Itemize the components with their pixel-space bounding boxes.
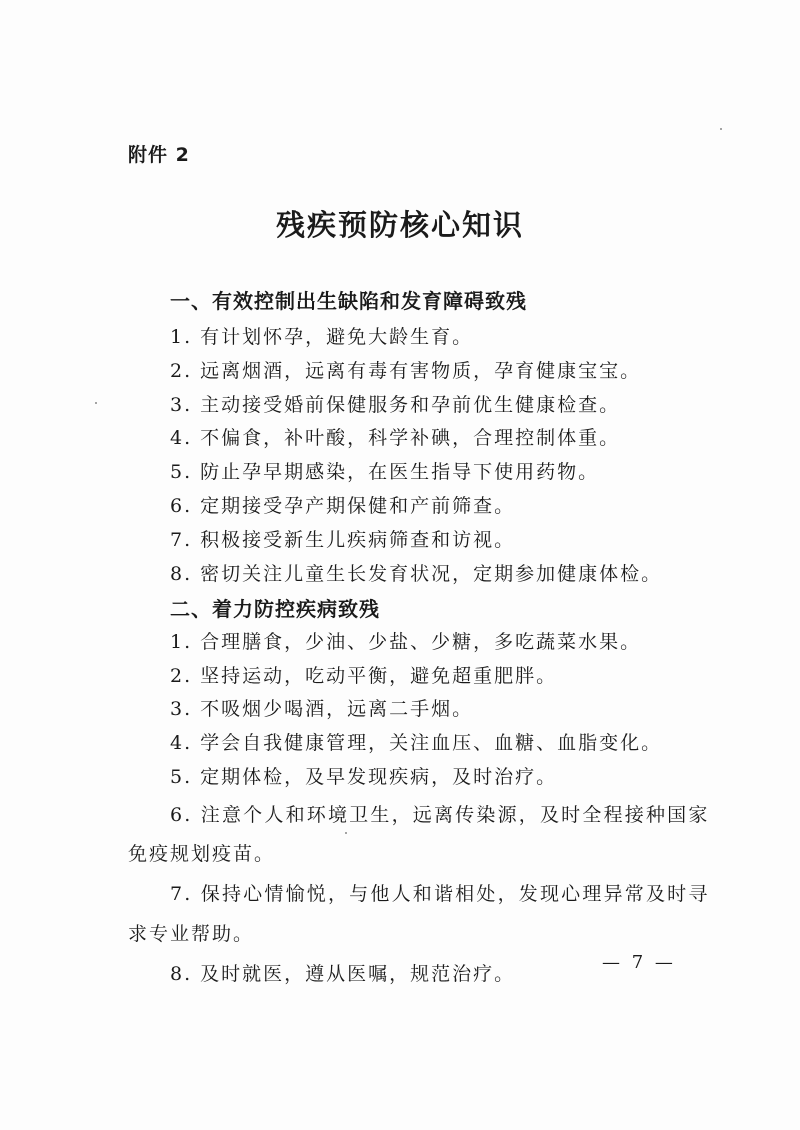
section-heading-2: 二、着力防控疾病致残	[170, 597, 380, 621]
page-number: — 7 —	[602, 952, 676, 973]
list-item: 3. 主动接受婚前保健服务和孕前优生健康检查。	[170, 394, 621, 416]
scan-speck	[720, 128, 722, 130]
list-item: 4. 学会自我健康管理，关注血压、血糖、血脂变化。	[170, 732, 663, 754]
list-item-continuation: 求专业帮助。	[128, 923, 255, 945]
list-item: 3. 不吸烟少喝酒，远离二手烟。	[170, 698, 474, 720]
section-heading-1: 一、有效控制出生缺陷和发育障碍致残	[170, 289, 527, 313]
list-item: 2. 远离烟酒，远离有毒有害物质，孕育健康宝宝。	[170, 360, 642, 382]
list-item: 5. 防止孕早期感染，在医生指导下使用药物。	[170, 461, 600, 483]
list-item: 7. 保持心情愉悦，与他人和谐相处，发现心理异常及时寻	[170, 883, 710, 905]
page-title: 残疾预防核心知识	[275, 208, 524, 242]
list-item: 6. 定期接受孕产期保健和产前筛查。	[170, 495, 516, 517]
list-item: 8. 及时就医，遵从医嘱，规范治疗。	[170, 963, 516, 985]
list-item: 5. 定期体检，及早发现疾病，及时治疗。	[170, 766, 558, 788]
scan-speck	[95, 402, 97, 404]
list-item: 6. 注意个人和环境卫生，远离传染源，及时全程接种国家	[170, 804, 710, 826]
list-item-continuation: 免疫规划疫苗。	[128, 843, 276, 865]
scan-speck	[345, 832, 347, 834]
list-item: 1. 合理膳食，少油、少盐、少糖，多吃蔬菜水果。	[170, 631, 642, 653]
attachment-label: 附件 2	[128, 144, 190, 166]
list-item: 7. 积极接受新生儿疾病筛查和访视。	[170, 529, 516, 551]
list-item: 8. 密切关注儿童生长发育状况，定期参加健康体检。	[170, 563, 663, 585]
list-item: 4. 不偏食，补叶酸，科学补碘，合理控制体重。	[170, 427, 621, 449]
list-item: 2. 坚持运动，吃动平衡，避免超重肥胖。	[170, 665, 558, 687]
list-item: 1. 有计划怀孕，避免大龄生育。	[170, 326, 474, 348]
